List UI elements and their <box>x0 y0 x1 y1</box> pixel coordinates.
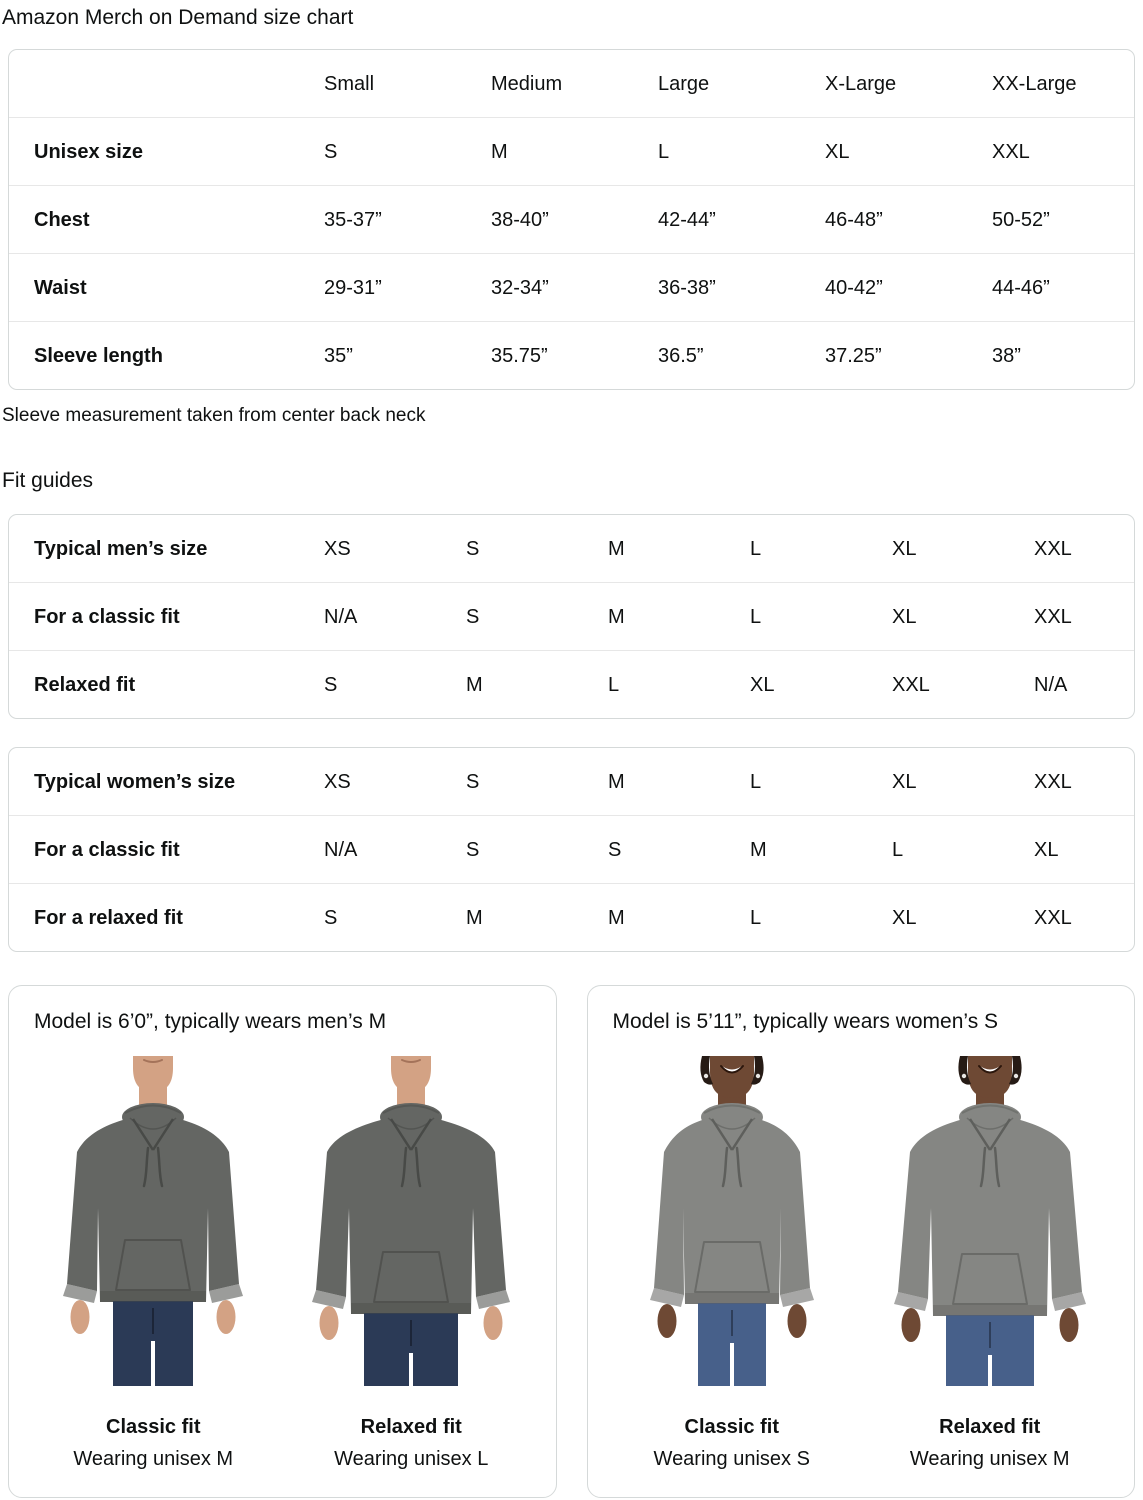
size-cell: S <box>466 537 480 560</box>
row-label: For a relaxed fit <box>34 906 183 929</box>
wearing-caption: Wearing unisex L <box>334 1448 489 1470</box>
size-cell: 35” <box>324 344 353 367</box>
size-cell: L <box>750 605 762 628</box>
size-cell: M <box>491 140 508 163</box>
fit-guide-table-womens <box>8 747 1135 952</box>
row-label: Typical women’s size <box>34 770 236 793</box>
size-cell: S <box>324 673 338 696</box>
row-label: For a classic fit <box>34 605 180 628</box>
size-cell: S <box>324 140 338 163</box>
row-label: Relaxed fit <box>34 673 136 696</box>
page-title: Amazon Merch on Demand size chart <box>2 6 354 29</box>
size-cell: M <box>466 906 483 929</box>
size-cell: XL <box>892 605 917 628</box>
table-row <box>9 515 1134 582</box>
model-cards <box>8 985 1135 1498</box>
size-cell: N/A <box>1034 673 1068 696</box>
row-label: Typical men’s size <box>34 537 208 560</box>
size-cell: XXL <box>1034 906 1072 929</box>
fit-caption: Classic fit <box>106 1416 201 1438</box>
row-label: For a classic fit <box>34 838 180 861</box>
size-cell: L <box>750 537 762 560</box>
model-figures <box>27 1056 538 1471</box>
size-cell: S <box>608 838 622 861</box>
size-cell: 35.75” <box>491 344 548 367</box>
size-cell: 36.5” <box>658 344 704 367</box>
column-header: Medium <box>491 72 563 95</box>
size-cell: S <box>466 605 480 628</box>
row-label: Waist <box>34 276 87 299</box>
size-cell: M <box>608 770 625 793</box>
size-cell: XXL <box>992 140 1030 163</box>
size-cell: L <box>658 140 670 163</box>
table-row <box>9 321 1134 389</box>
column-header: XX-Large <box>992 72 1077 95</box>
size-cell: XXL <box>1034 537 1072 560</box>
row-label: Sleeve length <box>34 344 163 367</box>
size-cell: S <box>466 838 480 861</box>
size-chart-header-row <box>9 50 1134 117</box>
size-cell: 35-37” <box>324 208 382 231</box>
table-row <box>9 650 1134 718</box>
size-cell: XS <box>324 770 351 793</box>
size-cell: M <box>466 673 483 696</box>
wearing-caption: Wearing unisex S <box>653 1448 810 1470</box>
table-row <box>9 117 1134 185</box>
model-card <box>8 985 557 1498</box>
size-cell: XL <box>825 140 850 163</box>
size-cell: 36-38” <box>658 276 716 299</box>
size-chart-table <box>8 49 1135 390</box>
column-header: Large <box>658 72 710 95</box>
size-cell: XXL <box>1034 605 1072 628</box>
size-cell: XL <box>892 906 917 929</box>
size-cell: XS <box>324 537 351 560</box>
size-cell: 44-46” <box>992 276 1050 299</box>
size-cell: 32-34” <box>491 276 549 299</box>
size-cell: XL <box>750 673 775 696</box>
column-header: X-Large <box>825 72 897 95</box>
size-cell: S <box>324 906 338 929</box>
table-row <box>9 883 1134 951</box>
fit-guide-table-mens <box>8 514 1135 719</box>
row-label: Chest <box>34 208 90 231</box>
size-cell: M <box>608 906 625 929</box>
model-photo-classic-women <box>616 1056 848 1471</box>
sleeve-note: Sleeve measurement taken from center back neck <box>2 405 426 426</box>
row-label: Unisex size <box>34 140 143 163</box>
size-cell: 29-31” <box>324 276 382 299</box>
wearing-caption: Wearing unisex M <box>909 1448 1070 1470</box>
model-photo-classic-men <box>37 1056 269 1471</box>
size-cell: 38” <box>992 344 1021 367</box>
hoodie-model-illustration <box>874 1056 1106 1386</box>
size-cell: 38-40” <box>491 208 549 231</box>
size-cell: N/A <box>324 838 358 861</box>
size-cell: M <box>750 838 767 861</box>
model-photo-relaxed-men <box>295 1056 527 1471</box>
size-cell: L <box>750 906 762 929</box>
fit-caption: Relaxed fit <box>939 1416 1041 1438</box>
size-cell: XL <box>892 770 917 793</box>
model-card-heading: Model is 5’11”, typically wears women’s S <box>612 1010 999 1033</box>
size-cell: 40-42” <box>825 276 883 299</box>
model-card <box>587 985 1136 1498</box>
size-cell: 46-48” <box>825 208 883 231</box>
column-header: Small <box>324 72 375 95</box>
fit-caption: Classic fit <box>684 1416 779 1438</box>
size-cell: S <box>466 770 480 793</box>
table-row <box>9 253 1134 321</box>
size-cell: L <box>892 838 904 861</box>
model-card-heading: Model is 6’0”, typically wears men’s M <box>34 1010 387 1033</box>
size-cell: XL <box>892 537 917 560</box>
hoodie-model-illustration <box>37 1056 269 1386</box>
table-row <box>9 815 1134 883</box>
fit-guides-heading: Fit guides <box>2 469 94 492</box>
wearing-caption: Wearing unisex M <box>73 1448 234 1470</box>
hoodie-model-illustration <box>616 1056 848 1386</box>
hoodie-model-illustration <box>295 1056 527 1386</box>
size-cell: L <box>608 673 620 696</box>
size-cell: M <box>608 605 625 628</box>
size-cell: 42-44” <box>658 208 716 231</box>
table-row <box>9 748 1134 815</box>
table-row <box>9 185 1134 253</box>
size-cell: M <box>608 537 625 560</box>
model-photo-relaxed-women <box>874 1056 1106 1471</box>
table-row <box>9 582 1134 650</box>
size-cell: XL <box>1034 838 1059 861</box>
fit-guide-tables <box>8 514 1135 952</box>
size-cell: 37.25” <box>825 344 882 367</box>
size-cell: XXL <box>1034 770 1072 793</box>
model-figures <box>606 1056 1117 1471</box>
size-cell: N/A <box>324 605 358 628</box>
size-cell: L <box>750 770 762 793</box>
fit-caption: Relaxed fit <box>360 1416 462 1438</box>
size-cell: 50-52” <box>992 208 1050 231</box>
size-cell: XXL <box>892 673 930 696</box>
